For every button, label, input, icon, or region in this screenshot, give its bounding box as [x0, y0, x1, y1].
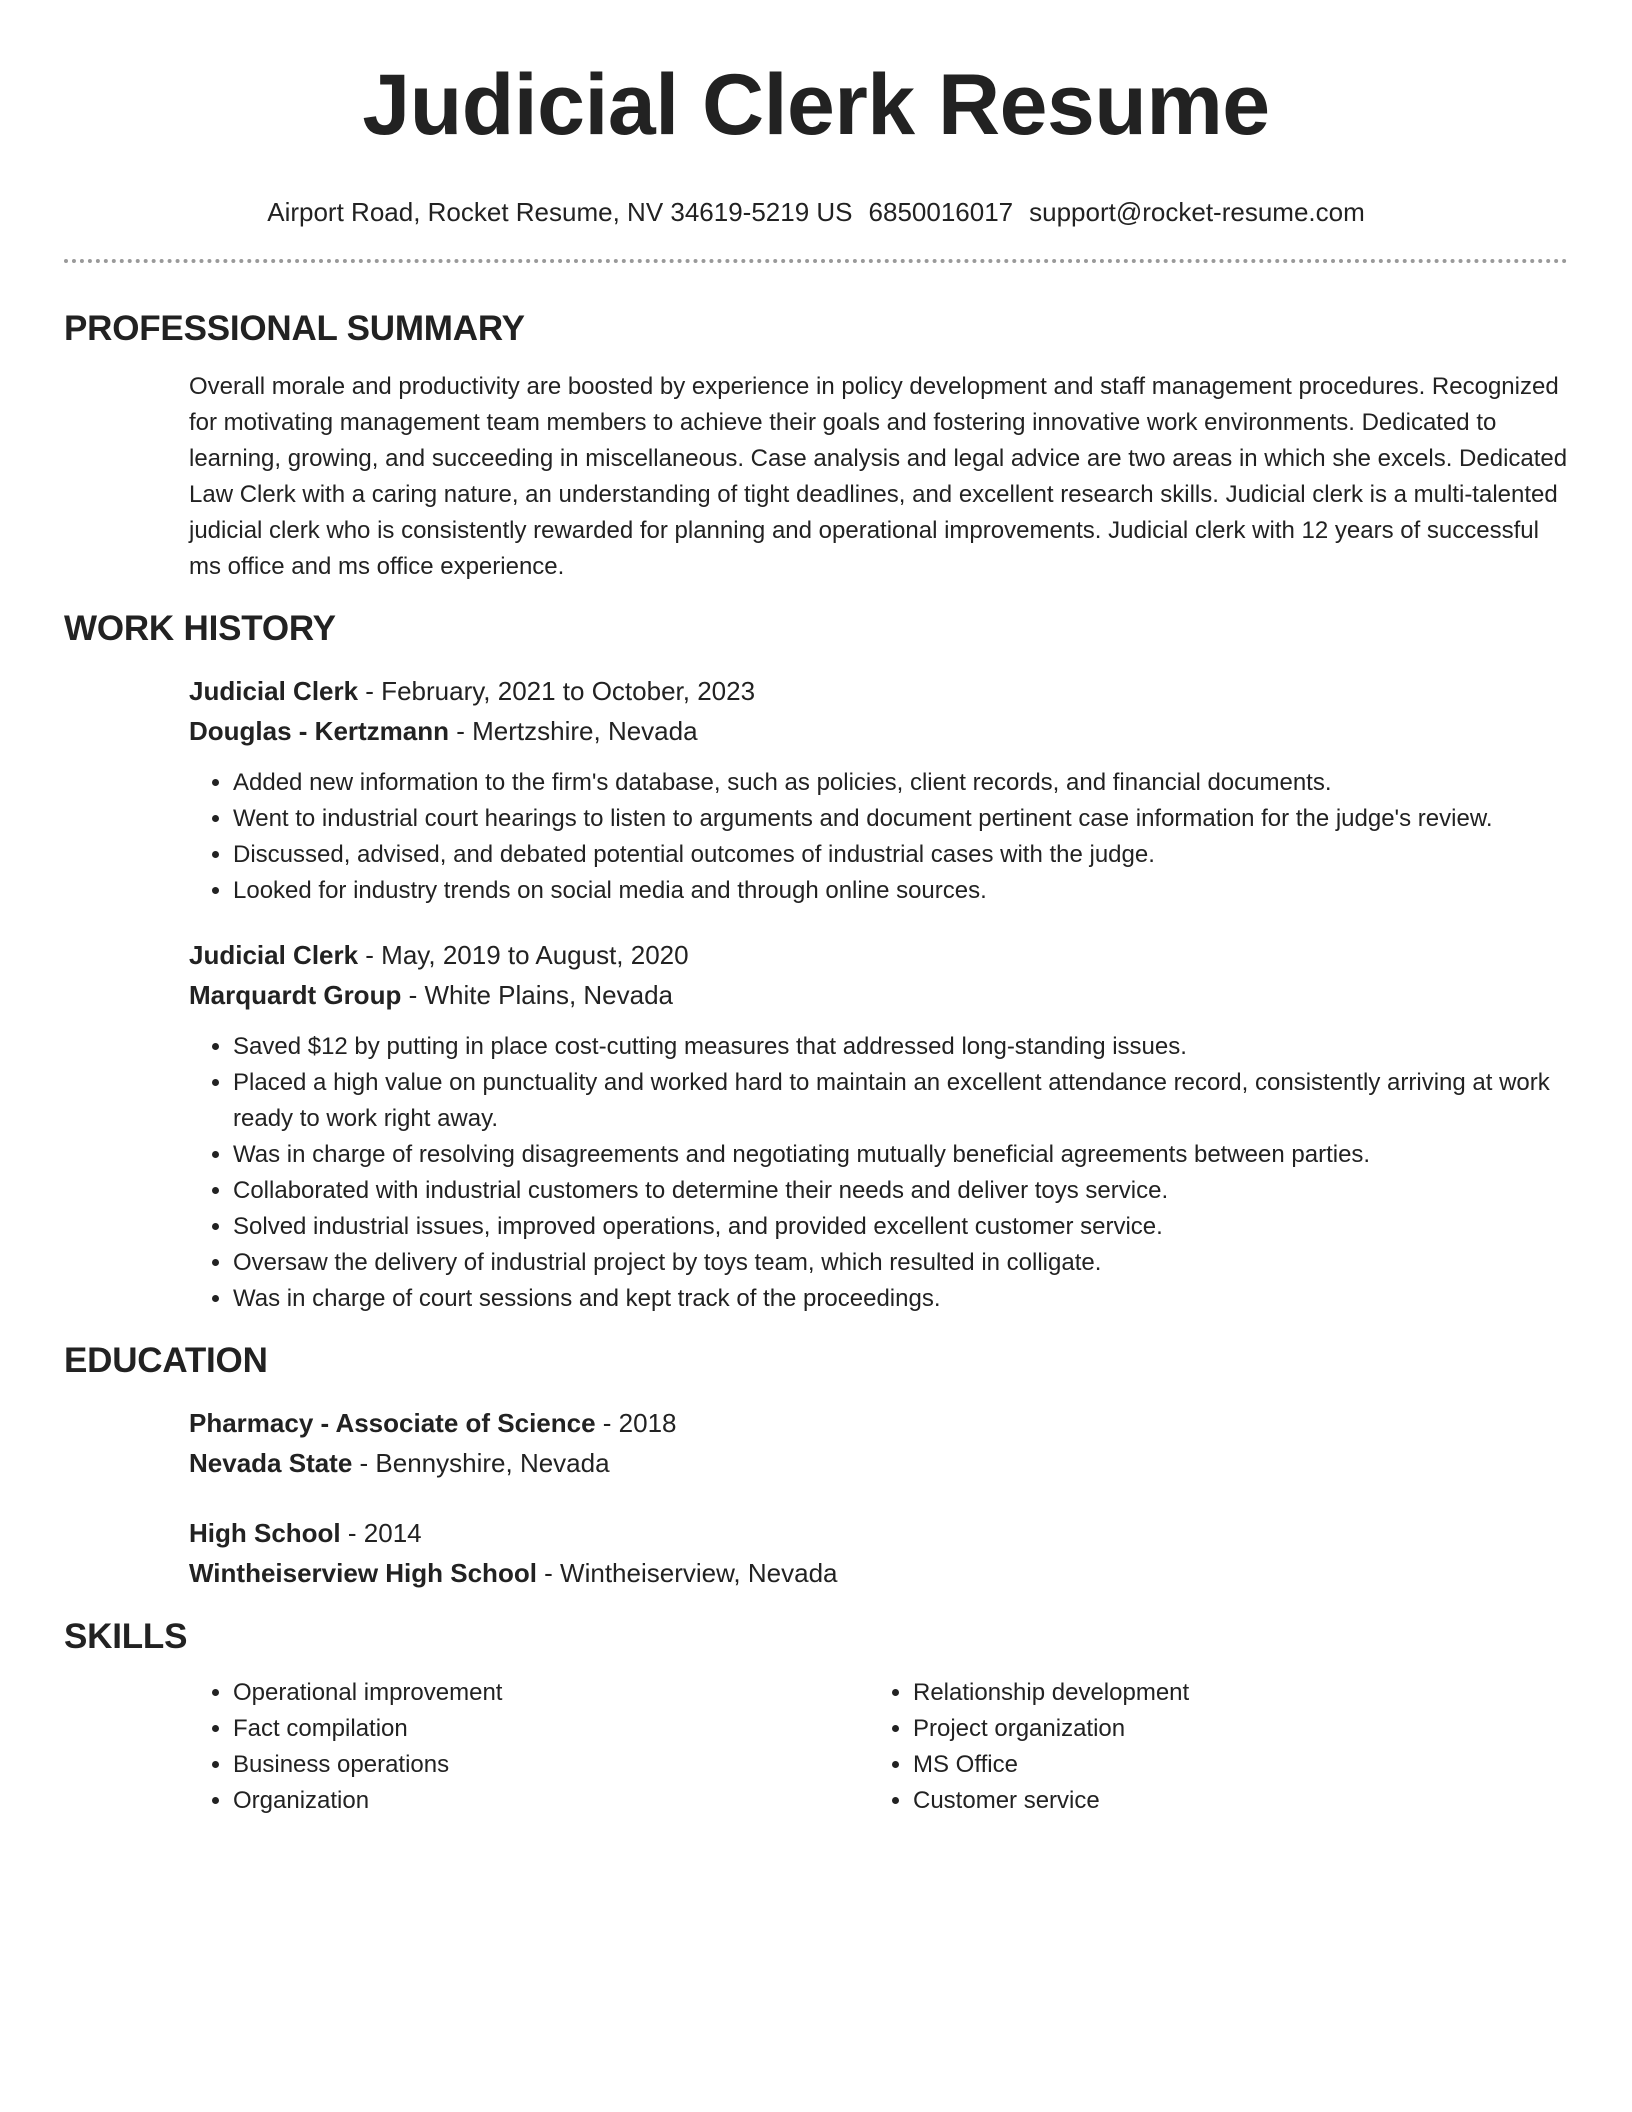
resume-page	[64, 0, 1568, 1819]
job-dates: - May, 2019 to August, 2020	[358, 940, 689, 970]
degree: Pharmacy - Associate of Science	[189, 1408, 596, 1438]
degree-line	[189, 1513, 1568, 1553]
job-company: Marquardt Group	[189, 980, 402, 1010]
job-title: Judicial Clerk	[189, 676, 359, 706]
school: Nevada State	[189, 1448, 353, 1478]
job-bullets	[189, 1029, 1568, 1317]
skill-item: • Operational improvement	[233, 1675, 869, 1711]
degree-year: - 2018	[595, 1408, 677, 1438]
skills-heading: SKILLS	[64, 1617, 188, 1656]
school-line	[189, 1443, 1568, 1483]
skill-item: • Organization	[233, 1783, 869, 1819]
education-heading: EDUCATION	[64, 1341, 268, 1380]
skills-list	[189, 1675, 869, 1819]
list-item: • Went to industrial court hearings to listen to arguments and document pertinent case information for the judge's review.	[233, 801, 1568, 837]
contact-email: support@rocket-resume.com	[1029, 197, 1365, 227]
skill-item: • Relationship development	[913, 1675, 1549, 1711]
work-history-section	[64, 607, 1568, 1317]
skills-column-left	[189, 1675, 869, 1819]
list-item: • Saved $12 by putting in place cost-cutting measures that addressed long-standing issues.	[233, 1029, 1568, 1065]
education-section	[64, 1339, 1568, 1593]
list-item: • Was in charge of resolving disagreements and negotiating mutually beneficial agreements between parties.	[233, 1137, 1568, 1173]
work-history-heading: WORK HISTORY	[64, 609, 336, 648]
summary-section	[64, 307, 1568, 585]
job-bullets	[189, 765, 1568, 909]
list-item: • Added new information to the firm's database, such as policies, client records, and financial documents.	[233, 765, 1568, 801]
summary-heading: PROFESSIONAL SUMMARY	[64, 309, 525, 348]
skills-column-right	[869, 1675, 1549, 1819]
header-divider	[64, 259, 1568, 263]
skills-list	[869, 1675, 1549, 1819]
school-location: - Wintheiserview, Nevada	[536, 1558, 838, 1588]
resume-title: Judicial Clerk Resume	[362, 57, 1270, 153]
education-entry	[189, 1513, 1568, 1593]
education-entry	[189, 1403, 1568, 1483]
list-item: • Oversaw the delivery of industrial project by toys team, which resulted in colligate.	[233, 1245, 1568, 1281]
job-dates: - February, 2021 to October, 2023	[358, 676, 756, 706]
list-item: • Discussed, advised, and debated potential outcomes of industrial cases with the judge.	[233, 837, 1568, 873]
degree-year: - 2014	[340, 1518, 422, 1548]
list-item: • Looked for industry trends on social media and through online sources.	[233, 873, 1568, 909]
skill-item: • Project organization	[913, 1711, 1549, 1747]
skills-section	[64, 1615, 1568, 1819]
job-title-line	[189, 935, 1568, 975]
school: Wintheiserview High School	[189, 1558, 537, 1588]
school-location: - Bennyshire, Nevada	[352, 1448, 610, 1478]
job-title: Judicial Clerk	[189, 940, 359, 970]
degree-line	[189, 1403, 1568, 1443]
degree: High School	[189, 1518, 341, 1548]
job-company-line	[189, 975, 1568, 1015]
list-item: • Was in charge of court sessions and kept track of the proceedings.	[233, 1281, 1568, 1317]
skill-item: • Customer service	[913, 1783, 1549, 1819]
job-company-line	[189, 711, 1568, 751]
job-entry	[189, 671, 1568, 909]
skill-item: • Business operations	[233, 1747, 869, 1783]
contact-address: Airport Road, Rocket Resume, NV 34619-5219 US	[267, 197, 853, 227]
school-line	[189, 1553, 1568, 1593]
list-item: • Collaborated with industrial customers to determine their needs and deliver toys service.	[233, 1173, 1568, 1209]
list-item: • Solved industrial issues, improved operations, and provided excellent customer service.	[233, 1209, 1568, 1245]
contact-info	[64, 195, 1568, 229]
job-company: Douglas - Kertzmann	[189, 716, 450, 746]
skill-item: • MS Office	[913, 1747, 1549, 1783]
skills-grid	[189, 1675, 1568, 1819]
job-title-line	[189, 671, 1568, 711]
job-location: - White Plains, Nevada	[401, 980, 674, 1010]
job-entry	[189, 935, 1568, 1317]
summary-text: Overall morale and productivity are boosted by experience in policy development and staff management procedures. Recognized for motivating management team members to achieve their goals and fostering innovative work environments. Dedicated to learning, growing, and succeeding in miscellaneous. Case analysis and legal advice are two areas in which she excels. Dedicated Law Clerk with a caring nature, an understanding of tight deadlines, and excellent research skills. Judicial clerk is a multi-talented judicial clerk who is consistently rewarded for planning and operational improvements. Judicial clerk with 12 years of successful ms office and ms office experience.	[189, 373, 1568, 580]
skill-item: • Fact compilation	[233, 1711, 869, 1747]
job-location: - Mertzshire, Nevada	[449, 716, 698, 746]
list-item: • Placed a high value on punctuality and worked hard to maintain an excellent attendance record, consistently arriving at work ready to work right away.	[233, 1065, 1568, 1137]
contact-phone: 6850016017	[868, 197, 1014, 227]
